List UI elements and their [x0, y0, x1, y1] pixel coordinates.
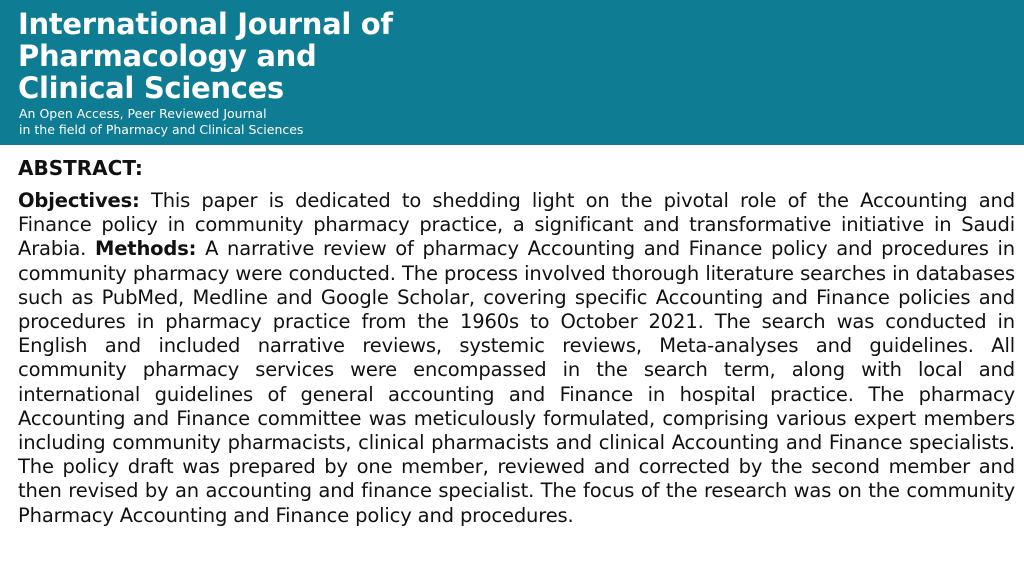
methods-label: Methods: — [94, 237, 197, 261]
journal-tagline-line-2: in the field of Pharmacy and Clinical Sciences — [19, 122, 304, 137]
journal-banner — [0, 0, 1024, 145]
abstract-heading: ABSTRACT: — [18, 156, 143, 180]
journal-title-line-1: International Journal of — [18, 7, 393, 41]
journal-title-line-3: Clinical Sciences — [18, 71, 284, 105]
abstract-body — [18, 189, 1015, 528]
objectives-label: Objectives: — [18, 189, 140, 212]
methods-text: A narrative review of pharmacy Accounting and Finance policy and procedures in community pharmacy were conducted. The process involved thorough literature searches in databases such as PubMed, Medline and Google Scholar, covering specific Accounting and Finance policies and procedures in pharmacy practice from the 1960s to October 2021. The search was conducted in English and included narrative reviews, systemic reviews, Meta-analyses and guidelines. All community pharmacy services were encompassed in the search term, along with local and international guidelines of general accounting and Finance in hospital practice. The pharmacy Accounting and Finance committee was meticulously formulated, comprising various expert members including community pharmacists, clinical pharmacists and clinical Accounting and Finance specialists. The policy draft was prepared by one member, reviewed and corrected by the second member and then revised by an accounting and finance specialist. The focus of the research was on the community Pharmacy Accounting and Finance policy and procedures. — [18, 237, 1015, 527]
journal-tagline-line-1: An Open Access, Peer Reviewed Journal — [19, 106, 267, 121]
journal-title — [18, 8, 393, 104]
journal-tagline — [19, 106, 303, 138]
objectives-text: This paper is dedicated to shedding light on the pivotal role of the Accounting and Finance policy in community pharmacy practice, a significant and transformative initiative in Saudi Arabia. — [18, 189, 1015, 261]
abstract-section — [18, 153, 1015, 528]
journal-title-line-2: Pharmacology and — [18, 39, 317, 73]
